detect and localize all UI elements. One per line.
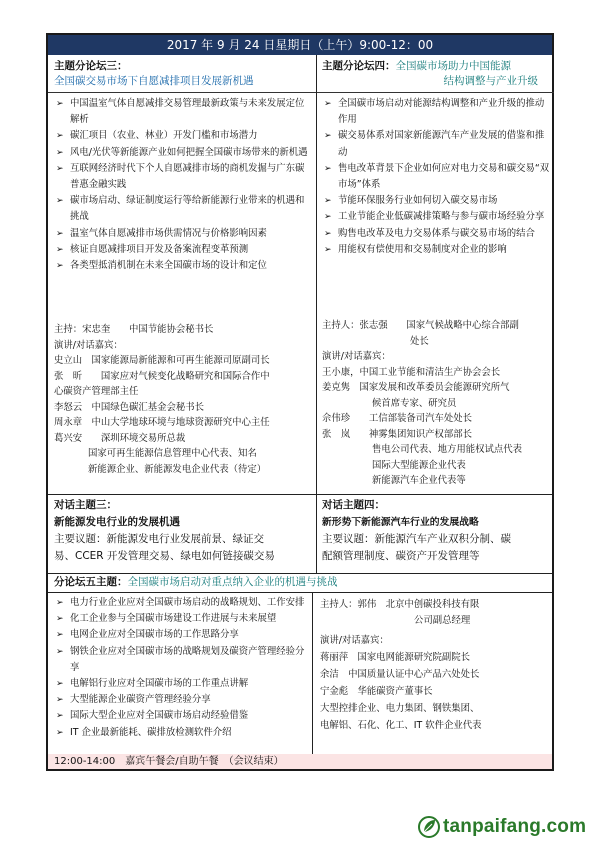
dialogue-3-label: 对话主题三： bbox=[54, 499, 117, 511]
list-item: ➢ IT 企业最新能耗、碳排放检测软件介绍 bbox=[54, 725, 310, 741]
forum-3-subtitle: 全国碳交易市场下自愿减排项目发展新机遇 bbox=[54, 75, 254, 87]
dialogue-3-title: 新能源发电行业的发展机遇 bbox=[54, 516, 180, 528]
speaker-line: 葛兴安 深圳环境交易所总裁 bbox=[54, 432, 186, 444]
list-item: ➢ 售电改革背景下企业如何应对电力交易和碳交易“双市场”体系 bbox=[322, 161, 550, 193]
lunch-row bbox=[48, 754, 552, 769]
dialogue-3-agenda: 主要议题：新能源发电行业发展前景、绿证交 bbox=[54, 533, 264, 545]
list-item: ➢ 碳交易体系对国家新能源汽车产业发展的借鉴和推动 bbox=[322, 128, 550, 160]
list-item: ➢ 购售电改革及电力交易体系与碳交易市场的结合 bbox=[322, 226, 550, 242]
dialogue-4-agenda: 主要议题：新能源汽车产业双积分制、碳 bbox=[322, 533, 511, 545]
forum-4-subtitle-1: 全国碳市场助力中国能源 bbox=[395, 60, 511, 72]
speaker-line: 余洁 中国质量认证中心产品六处处长 bbox=[320, 669, 480, 680]
forum-4-subtitle-2: 结构调整与产业升级 bbox=[443, 75, 538, 87]
forum-4-host-cont: 处长 bbox=[410, 335, 429, 347]
speaker-line: 国家可再生能源信息管理中心代表、知名 bbox=[88, 448, 257, 459]
list-item: ➢ 化工企业参与全国碳市场建设工作进展与未来展望 bbox=[54, 611, 310, 627]
speaker-line: 周永章 中山大学地球环境与地球资源研究中心主任 bbox=[54, 417, 270, 428]
speaker-line: 蒋丽萍 国家电网能源研究院副院长 bbox=[320, 652, 471, 663]
leaf-icon bbox=[418, 815, 440, 839]
list-item: ➢ 工业节能企业低碳减排策略与参与碳市场经验分享 bbox=[322, 209, 550, 225]
speaker-line: 宁金彪 华能碳资产董事长 bbox=[320, 686, 433, 697]
date-header: 2017 年 9 月 24 日星期日（上午）9:00-12：00 bbox=[48, 35, 552, 55]
list-item: ➢ 碳汇项目（农业、林业）开发门槛和市场潜力 bbox=[54, 128, 312, 144]
forum-5-heading bbox=[54, 575, 550, 591]
list-item: ➢ 互联网经济时代下个人自愿减排市场的商机发掘与广东碳普惠金融实践 bbox=[54, 161, 312, 193]
list-item: ➢ 电解铝行业应对全国碳市场的工作重点讲解 bbox=[54, 676, 310, 692]
speaker-line: 大型控排企业、电力集团、钢铁集团、 bbox=[320, 703, 480, 714]
speaker-line: 售电公司代表、地方用能权试点代表 bbox=[372, 444, 523, 455]
speaker-line: 新能源企业、新能源发电企业代表（待定） bbox=[88, 463, 267, 475]
dialogue-3-agenda-cont: 易、CCER 开发管理交易、绿电如何链接碳交易 bbox=[54, 550, 275, 562]
site-logo bbox=[418, 812, 586, 842]
list-item: ➢ 核证自愿减排项目开发及备案流程变革预测 bbox=[54, 242, 312, 258]
logo-text: tanpaifang.com bbox=[443, 816, 587, 837]
dialogue-4-section bbox=[322, 497, 550, 572]
forum-3-topics bbox=[54, 96, 312, 274]
forum-3-host: 主持：宋忠奎 中国节能协会秘书长 bbox=[54, 324, 214, 335]
speaker-line: 姜克隽 国家发展和改革委员会能源研究所气 bbox=[322, 382, 510, 393]
forum-5-speakers bbox=[320, 597, 550, 753]
forum-5-topics bbox=[54, 595, 310, 741]
forum-5-topics-section bbox=[54, 595, 310, 755]
list-item: ➢ 各类型抵消机制在未来全国碳市场的设计和定位 bbox=[54, 258, 312, 274]
lunch-text: 12:00-14:00 嘉宾午餐会/自助午餐 （会议结束） bbox=[54, 756, 284, 767]
forum-4-speakers-label: 演讲/对话嘉宾： bbox=[322, 351, 391, 362]
list-item: ➢ 温室气体自愿减排市场供需情况与价格影响因素 bbox=[54, 226, 312, 242]
forum-5-label: 分论坛五主题： bbox=[54, 576, 128, 588]
speaker-line: 李怒云 中国绿色碳汇基金会秘书长 bbox=[54, 401, 205, 413]
list-item: ➢ 节能环保服务行业如何切入碳交易市场 bbox=[322, 193, 550, 209]
forum-3-label: 主题分论坛三： bbox=[54, 60, 128, 72]
forum-5-speakers-label: 演讲/对话嘉宾： bbox=[320, 635, 389, 646]
forum-4-speakers bbox=[322, 318, 550, 493]
speaker-line: 心碳资产管理部主任 bbox=[54, 386, 139, 397]
list-item: ➢ 大型能源企业碳资产管理经验分享 bbox=[54, 692, 310, 708]
forum-3-speakers-label: 演讲/对话嘉宾： bbox=[54, 339, 123, 351]
forum-5-host-cont: 公司副总经理 bbox=[414, 614, 471, 626]
list-item: ➢ 钢铁企业应对全国碳市场的战略规划及碳资产管理经验分享 bbox=[54, 644, 310, 676]
dialogue-4-label: 对话主题四： bbox=[322, 499, 385, 511]
forum-3-speakers bbox=[54, 322, 312, 492]
list-item: ➢ 中国温室气体自愿减排交易管理最新政策与未来发展定位解析 bbox=[54, 96, 312, 128]
dialogue-3-section bbox=[54, 497, 314, 572]
forum-5-host: 主持人：郭伟 北京中创碳投科技有限 bbox=[320, 599, 480, 610]
speaker-line: 国际大型能源企业代表 bbox=[372, 459, 466, 471]
speaker-line: 张 昕 国家应对气候变化战略研究和国际合作中 bbox=[54, 370, 270, 382]
dialogue-4-title: 新形势下新能源汽车行业的发展战略 bbox=[322, 517, 479, 528]
speaker-line: 佘伟珍 工信部装备司汽车处处长 bbox=[322, 413, 473, 424]
forum-4-heading bbox=[322, 59, 550, 74]
forum-5-subtitle: 全国碳市场启动对重点纳入企业的机遇与挑战 bbox=[127, 576, 338, 588]
list-item: ➢ 碳市场启动、绿证制度运行等给新能源行业带来的机遇和挑战 bbox=[54, 193, 312, 225]
list-item: ➢ 全国碳市场启动对能源结构调整和产业升级的推动作用 bbox=[322, 96, 550, 128]
speaker-line: 候首席专家、研究员 bbox=[372, 397, 457, 409]
dialogue-4-agenda-cont: 配额管理制度、碳资产开发管理等 bbox=[322, 550, 480, 562]
forum-4-label: 主题分论坛四： bbox=[322, 60, 396, 72]
forum-4-host: 主持人：张志强 国家气候战略中心综合部副 bbox=[322, 320, 519, 331]
forum-4-topics bbox=[322, 96, 550, 258]
list-item: ➢ 电网企业应对全国碳市场的工作思路分享 bbox=[54, 627, 310, 643]
list-item: ➢ 国际大型企业应对全国碳市场启动经验借鉴 bbox=[54, 708, 310, 724]
list-item: ➢ 电力行业企业应对全国碳市场启动的战略规划、工作安排 bbox=[54, 595, 310, 611]
agenda-table bbox=[46, 33, 554, 771]
speaker-line: 新能源汽车企业代表等 bbox=[372, 475, 466, 486]
list-item: ➢ 用能权有偿使用和交易制度对企业的影响 bbox=[322, 242, 550, 258]
speaker-line: 张 岚 神雾集团知识产权部部长 bbox=[322, 428, 473, 440]
speaker-line: 电解铝、石化、化工、IT 软件企业代表 bbox=[320, 720, 482, 731]
list-item: ➢ 风电/光伏等新能源产业如何把握全国碳市场带来的新机遇 bbox=[54, 145, 312, 161]
speaker-line: 史立山 国家能源局新能源和可再生能源司原副司长 bbox=[54, 355, 270, 366]
speaker-line: 王小康，中国工业节能和清洁生产协会会长 bbox=[322, 366, 501, 378]
